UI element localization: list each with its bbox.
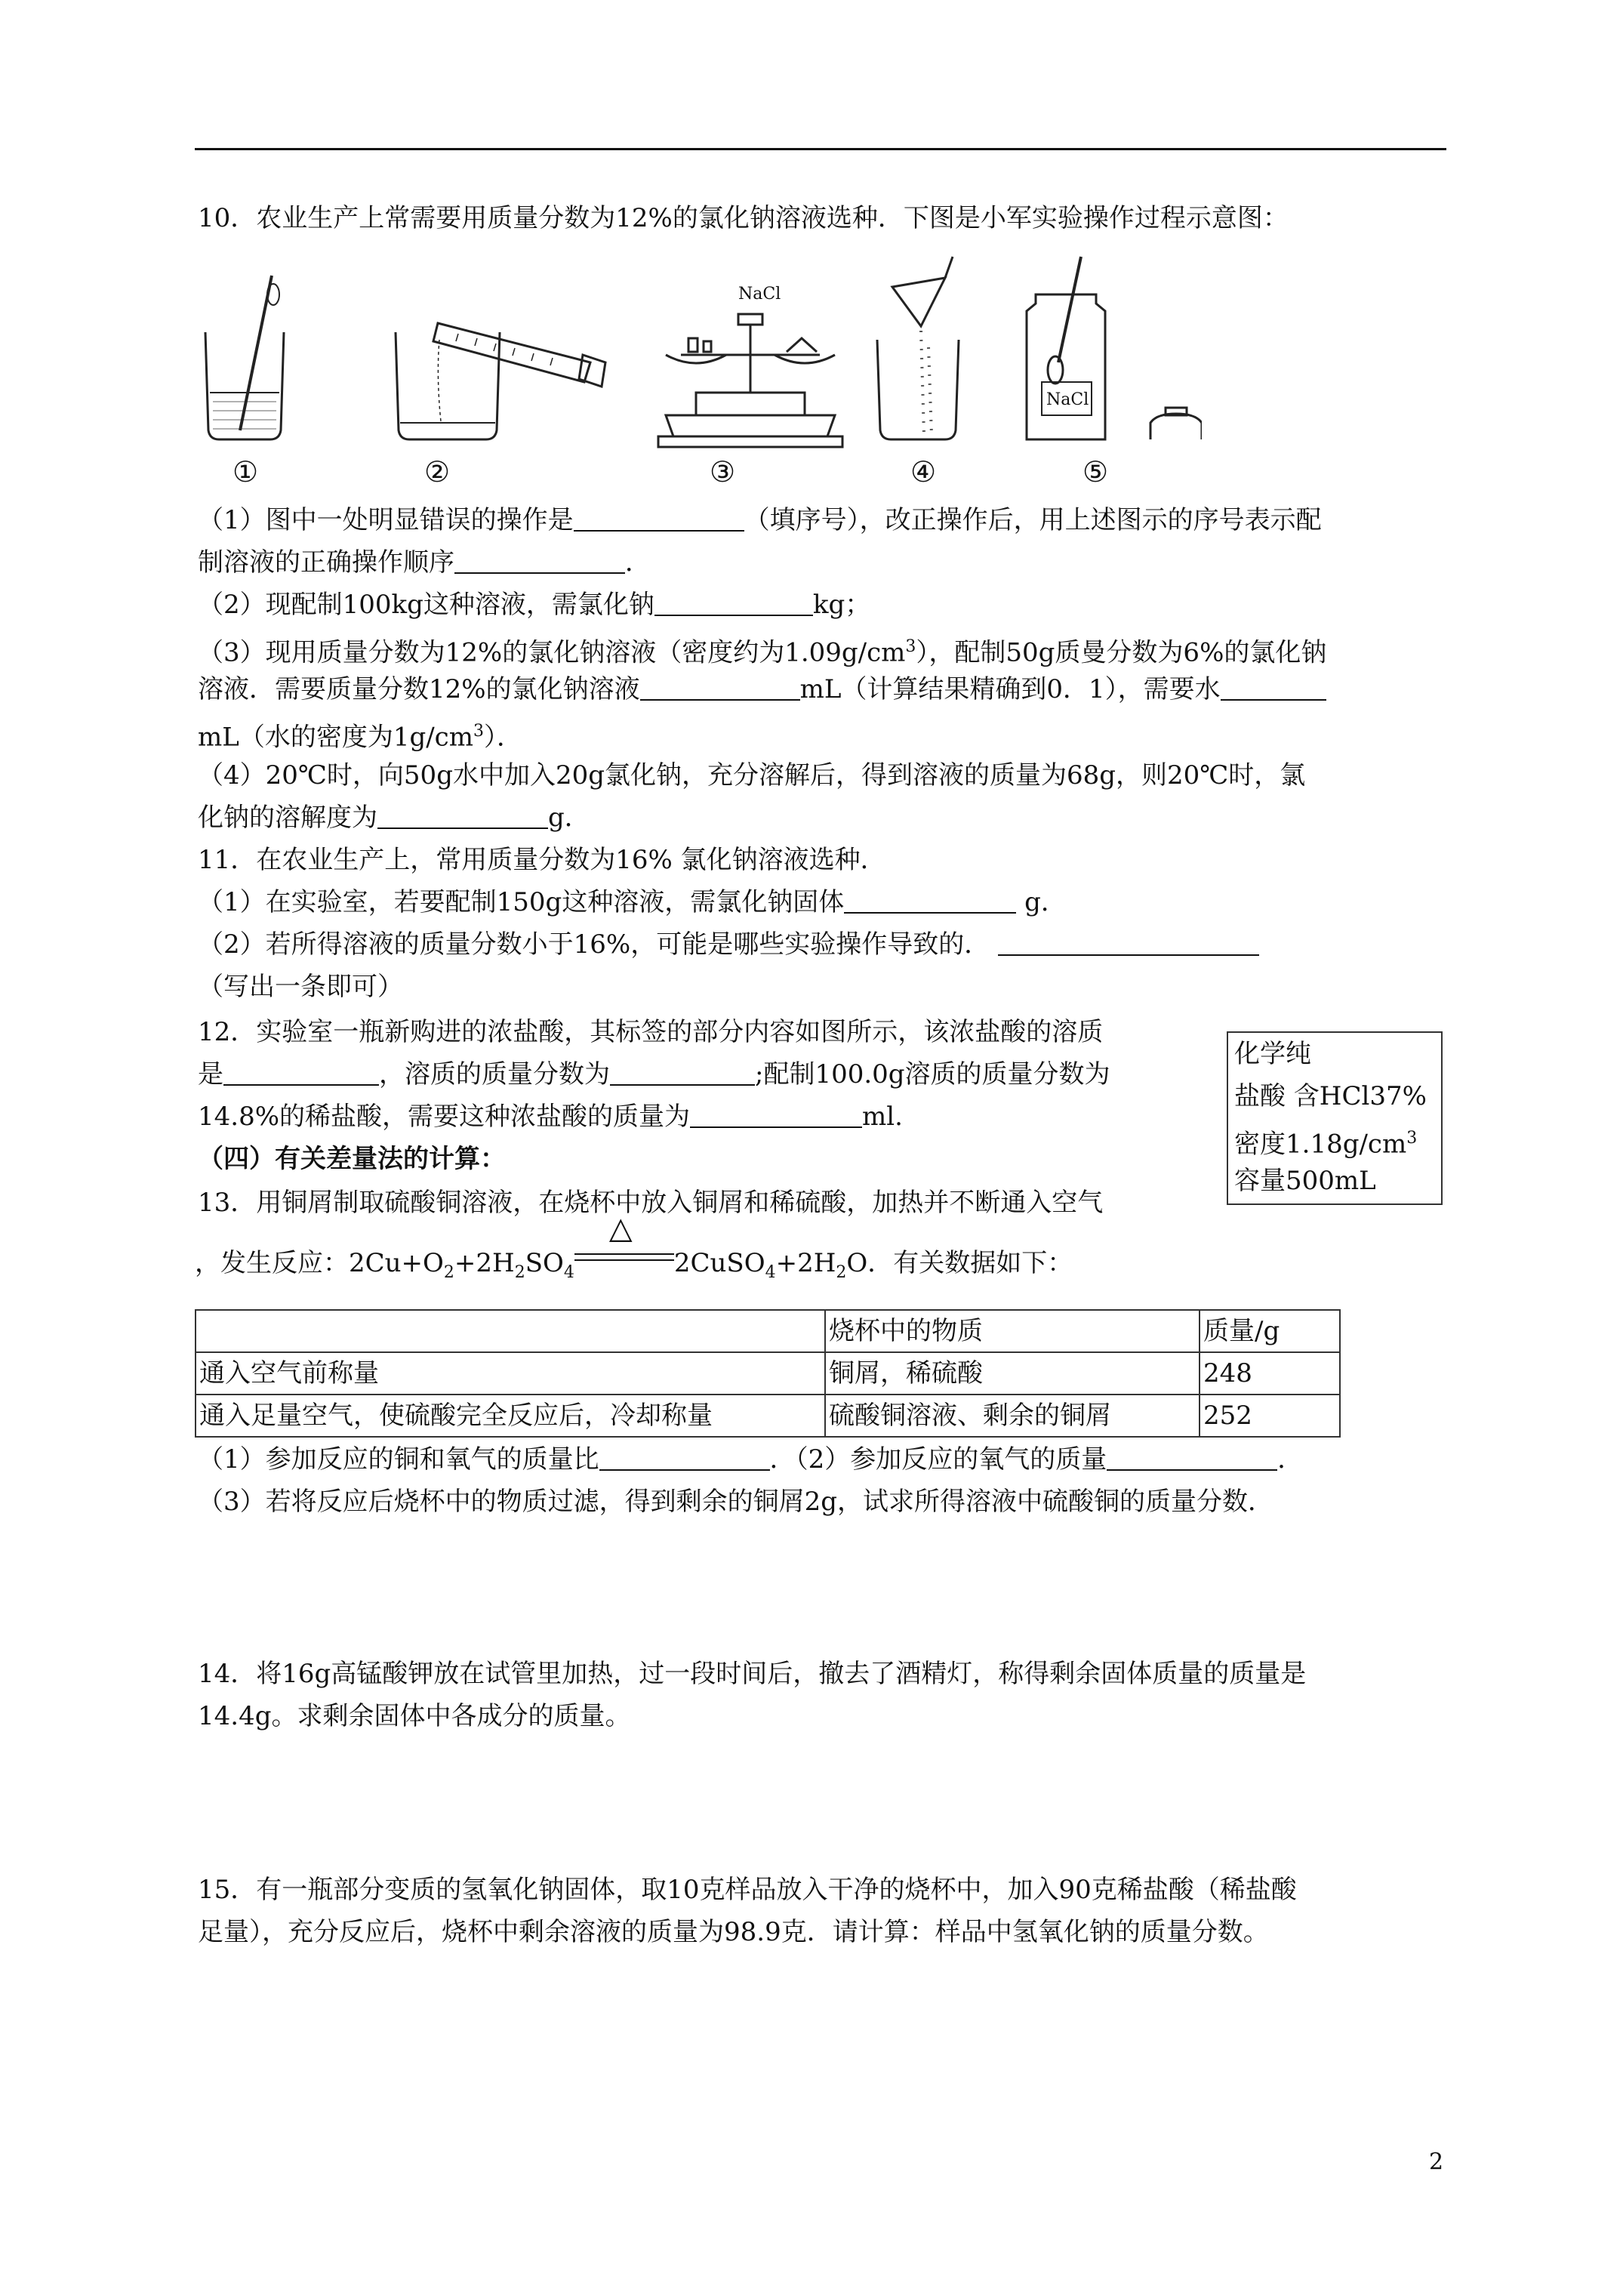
q10-part3-line1: （3）现用质量分数为12%的氯化钠溶液（密度约为$1.09g/cm^3$），配制50g质曼分数为6%的氯化钠 xyxy=(198,637,1327,668)
reagent-label-content: 盐酸 含HCl37% xyxy=(1234,1081,1427,1111)
answer-blank[interactable] xyxy=(223,1060,379,1086)
reagent-label xyxy=(1227,1031,1443,1205)
section-4-heading: （四）有关差量法的计算： xyxy=(198,1144,506,1174)
table-cell: 铜屑，稀硫酸 xyxy=(825,1352,1200,1395)
q10-part3-line3: mL（水的密度为$1g/cm^3$）． xyxy=(198,722,522,753)
heat-equals-sign xyxy=(574,1211,674,1271)
q13-part1-2: （1）参加反应的铜和氧气的质量比 ．（2）参加反应的氧气的质量 ． xyxy=(198,1444,1304,1475)
table-cell: 248 xyxy=(1200,1352,1340,1395)
answer-blank[interactable] xyxy=(844,888,1016,914)
step-number: ① xyxy=(233,455,259,488)
q14-line1: 14．将16g高锰酸钾放在试管里加热，过一段时间后，撤去了酒精灯，称得剩余固体质量的质量是 xyxy=(198,1659,1307,1689)
q13-part3: （3）若将反应后烧杯中的物质过滤，得到剩余的铜屑2g，试求所得溶液中硫酸铜的质量分数． xyxy=(198,1487,1274,1517)
q13-line1: 13．用铜屑制取硫酸铜溶液，在烧杯中放入铜屑和稀硫酸，加热并不断通入空气 xyxy=(198,1188,1104,1218)
answer-blank[interactable] xyxy=(574,506,744,532)
q10-part3-line2: 溶液．需要质量分数12%的氯化钠溶液 mL（计算结果精确到0．1），需要水 xyxy=(198,672,1326,707)
nacl-label-top: NaCl xyxy=(738,285,781,304)
answer-blank[interactable] xyxy=(599,1445,770,1471)
table-cell: 质量/g xyxy=(1200,1310,1340,1352)
table-header-row xyxy=(196,1310,1340,1352)
reagent-label-volume: 容量500mL xyxy=(1234,1166,1376,1196)
table-cell: 252 xyxy=(1200,1395,1340,1437)
table-cell: 硫酸铜溶液、剩余的铜屑 xyxy=(825,1395,1200,1437)
q12-line1: 12．实验室一瓶新购进的浓盐酸，其标签的部分内容如图所示，该浓盐酸的溶质 xyxy=(198,1017,1104,1047)
answer-blank[interactable] xyxy=(640,675,800,701)
answer-blank[interactable] xyxy=(690,1102,862,1128)
step-number: ③ xyxy=(710,455,736,488)
step5-reagent-bottle-icon xyxy=(1027,257,1202,439)
q11-part2-note: （写出一条即可） xyxy=(198,972,403,1002)
q10-stem: 10．农业生产上常需要用质量分数为12%的氯化钠溶液选种．下图是小军实验操作过程示意图： xyxy=(198,203,1289,233)
step1-beaker-stirring-icon xyxy=(205,276,284,439)
reagent-label-grade: 化学纯 xyxy=(1234,1039,1311,1069)
nacl-label-bottle: NaCl xyxy=(1046,390,1089,409)
q13-equation: ，发生反应：$2Cu+O_2+2H_2SO_4$ △ $2CuSO_4+2H_2O$．有关数据如下： xyxy=(195,1211,1073,1282)
table-row xyxy=(196,1352,1340,1395)
answer-blank[interactable] xyxy=(377,803,548,829)
step-number: ⑤ xyxy=(1083,455,1109,488)
q10-part1-line1: （1）图中一处明显错误的操作是 （填序号），改正操作后，用上述图示的序号表示配 xyxy=(198,505,1322,535)
step4-adding-solid-icon xyxy=(877,257,959,439)
lab-operations-figure xyxy=(198,242,1202,491)
heat-icon: △ xyxy=(608,1211,633,1246)
reagent-label-density: 密度$1.18g/cm^3$ xyxy=(1234,1129,1418,1160)
answer-blank[interactable] xyxy=(610,1060,755,1086)
q11-part1: （1）在实验室，若要配制150g这种溶液，需氯化钠固体 g． xyxy=(198,887,1067,917)
table-cell: 通入足量空气，使硫酸完全反应后，冷却称量 xyxy=(196,1395,825,1437)
answer-blank[interactable] xyxy=(998,930,1259,956)
q14-line2: 14.4g。求剩余固体中各成分的质量。 xyxy=(198,1701,631,1731)
q10-part1-line2: 制溶液的正确操作顺序 ． xyxy=(198,547,651,578)
q15-line2: 足量），充分反应后，烧杯中剩余溶液的质量为98.9克．请计算：样品中氢氧化钠的质量分数。 xyxy=(198,1917,1269,1947)
answer-blank[interactable] xyxy=(654,590,813,616)
q10-part4-line2: 化钠的溶解度为 g． xyxy=(198,803,590,833)
header-rule xyxy=(195,148,1446,150)
page-number: 2 xyxy=(1429,2149,1444,2175)
table-cell: 烧杯中的物质 xyxy=(825,1310,1200,1352)
table-cell xyxy=(196,1310,825,1352)
q11-part2: （2）若所得溶液的质量分数小于16%，可能是哪些实验操作导致的． xyxy=(198,927,1259,962)
step2-cylinder-pouring-icon xyxy=(396,323,605,439)
table-cell: 通入空气前称量 xyxy=(196,1352,825,1395)
table-row xyxy=(196,1395,1340,1437)
q13-data-table xyxy=(195,1309,1341,1438)
answer-blank[interactable] xyxy=(1107,1445,1277,1471)
q10-part2: （2）现配制100kg这种溶液，需氯化钠 kg； xyxy=(198,590,871,620)
step3-balance-icon xyxy=(658,314,842,447)
q15-line1: 15．有一瓶部分变质的氢氧化钠固体，取10克样品放入干净的烧杯中，加入90克稀盐酸（稀盐酸 xyxy=(198,1875,1297,1905)
step-number: ② xyxy=(424,455,451,488)
q11-stem: 11．在农业生产上，常用质量分数为16% 氯化钠溶液选种． xyxy=(198,845,886,875)
answer-blank[interactable] xyxy=(454,548,625,574)
answer-blank[interactable] xyxy=(1221,675,1326,701)
q10-part4-line1: （4）20℃时，向50g水中加入20g氯化钠，充分溶解后，得到溶液的质量为68g，则20℃时，氯 xyxy=(198,760,1306,791)
q12-line3: 14.8%的稀盐酸，需要这种浓盐酸的质量为 ml. xyxy=(198,1102,903,1132)
q12-line2: 是 ，溶质的质量分数为 ;配制100.0g溶质的质量分数为 xyxy=(198,1059,1110,1089)
step-number: ④ xyxy=(910,455,937,488)
